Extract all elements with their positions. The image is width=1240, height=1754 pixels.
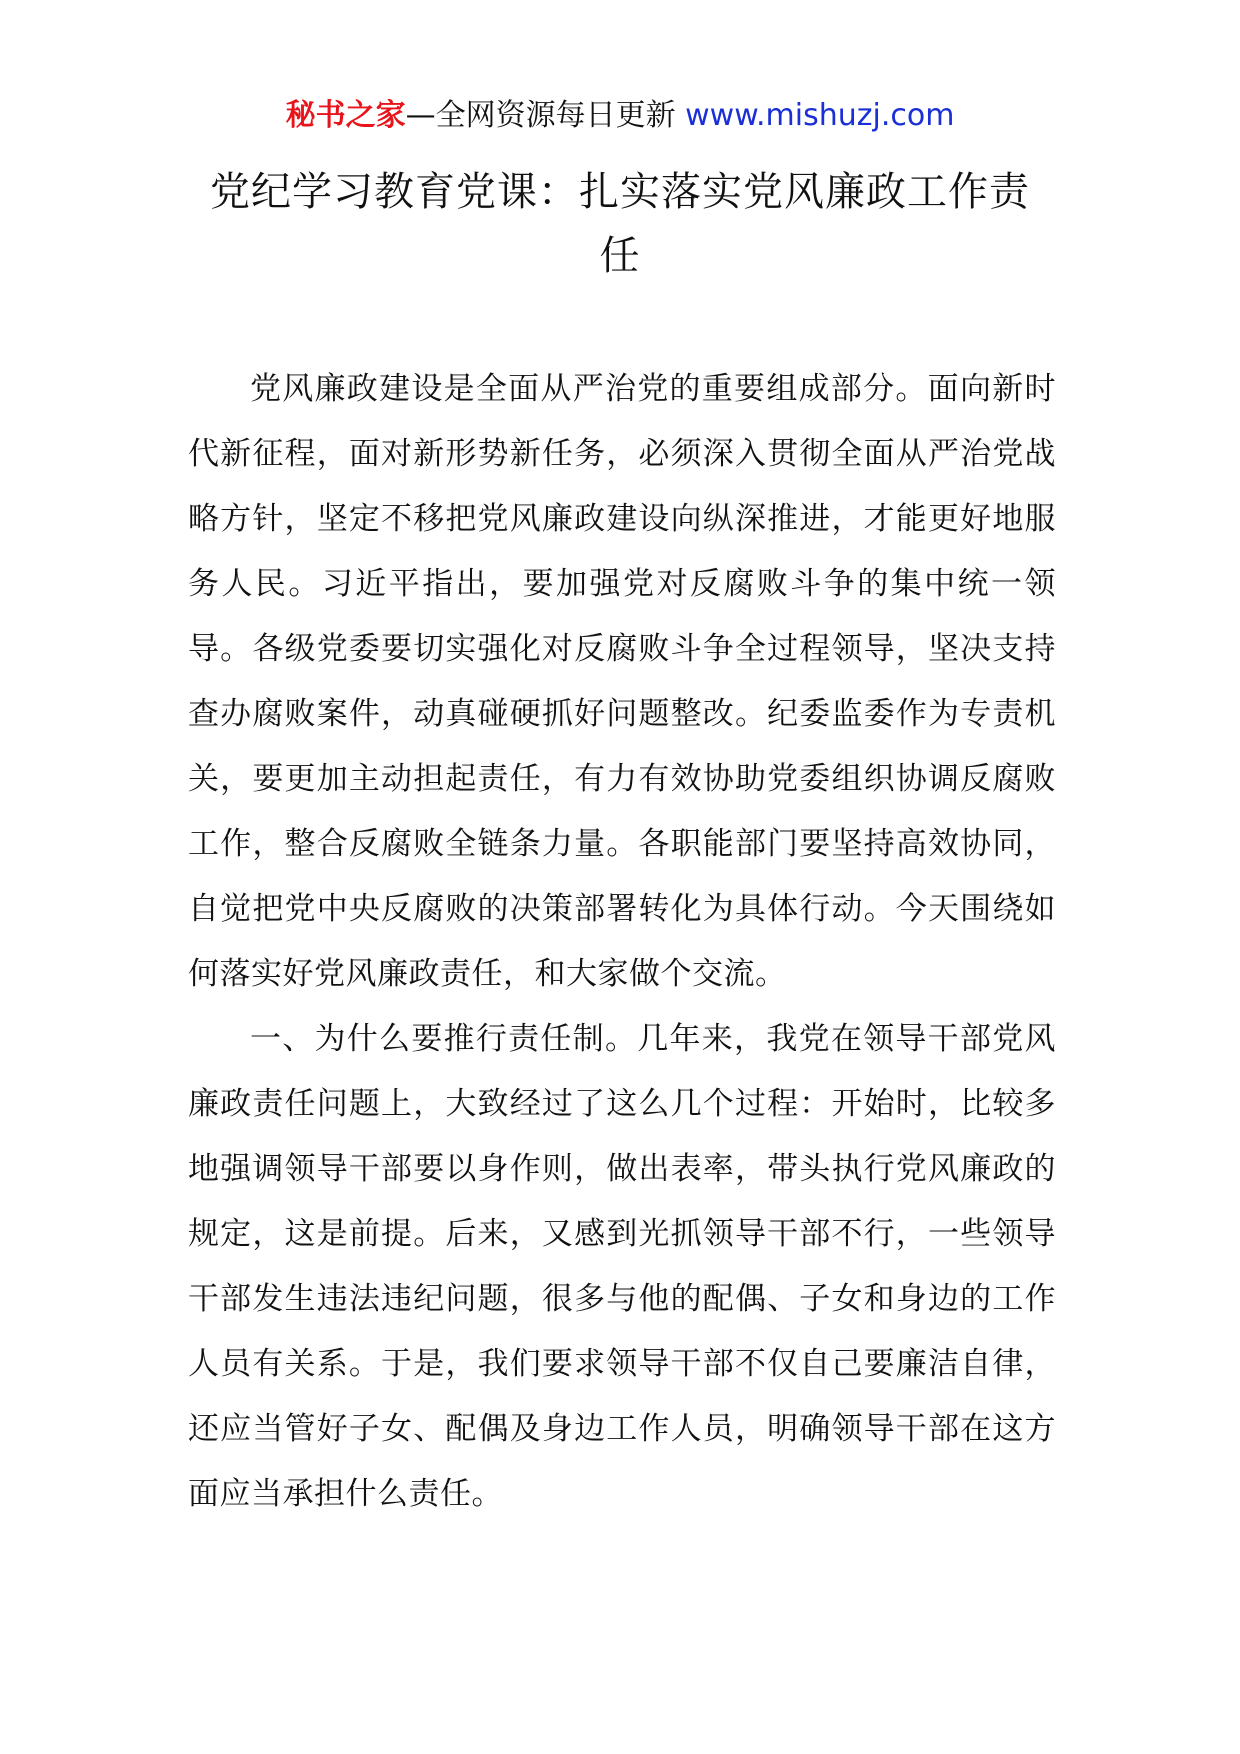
paragraph-section-1: 一、为什么要推行责任制。几年来，我党在领导干部党风廉政责任问题上，大致经过了这么几个过程：开始时，比较多地强调领导干部要以身作则，做出表率，带头执行党风廉政的规定，这是前提。后来，又感到光抓领导干部不行，一些领导干部发生违法违纪问题，很多与他的配偶、子女和身边的工作人员有关系。于是，我们要求领导干部不仅自己要廉洁自律，还应当管好子女、配偶及身边工作人员，明确领导干部在这方面应当承担什么责任。 [188, 1021, 1056, 1512]
site-tagline: —全网资源每日更新 [405, 98, 686, 133]
paragraph-intro: 党风廉政建设是全面从严治党的重要组成部分。面向新时代新征程，面对新形势新任务，必须深入贯彻全面从严治党战略方针，坚定不移把党风廉政建设向纵深推进，才能更好地服务人民。习近平指出，要加强党对反腐败斗争的集中统一领导。各级党委要切实强化对反腐败斗争全过程领导，坚决支持查办腐败案件，动真碰硬抓好问题整改。纪委监委作为专责机关，要更加主动担起责任，有力有效协助党委组织协调反腐败工作，整合反腐败全链条力量。各职能部门要坚持高效协同，自觉把党中央反腐败的决策部署转化为具体行动。今天围绕如何落实好党风廉政责任，和大家做个交流。 [188, 371, 1056, 992]
site-header [0, 98, 1240, 134]
site-brand: 秘书之家 [285, 98, 406, 133]
document-title: 党纪学习教育党课：扎实落实党风廉政工作责任 [210, 169, 1030, 279]
site-url-link[interactable]: www.mishuzj.com [685, 98, 955, 133]
document-body [188, 357, 1056, 1527]
